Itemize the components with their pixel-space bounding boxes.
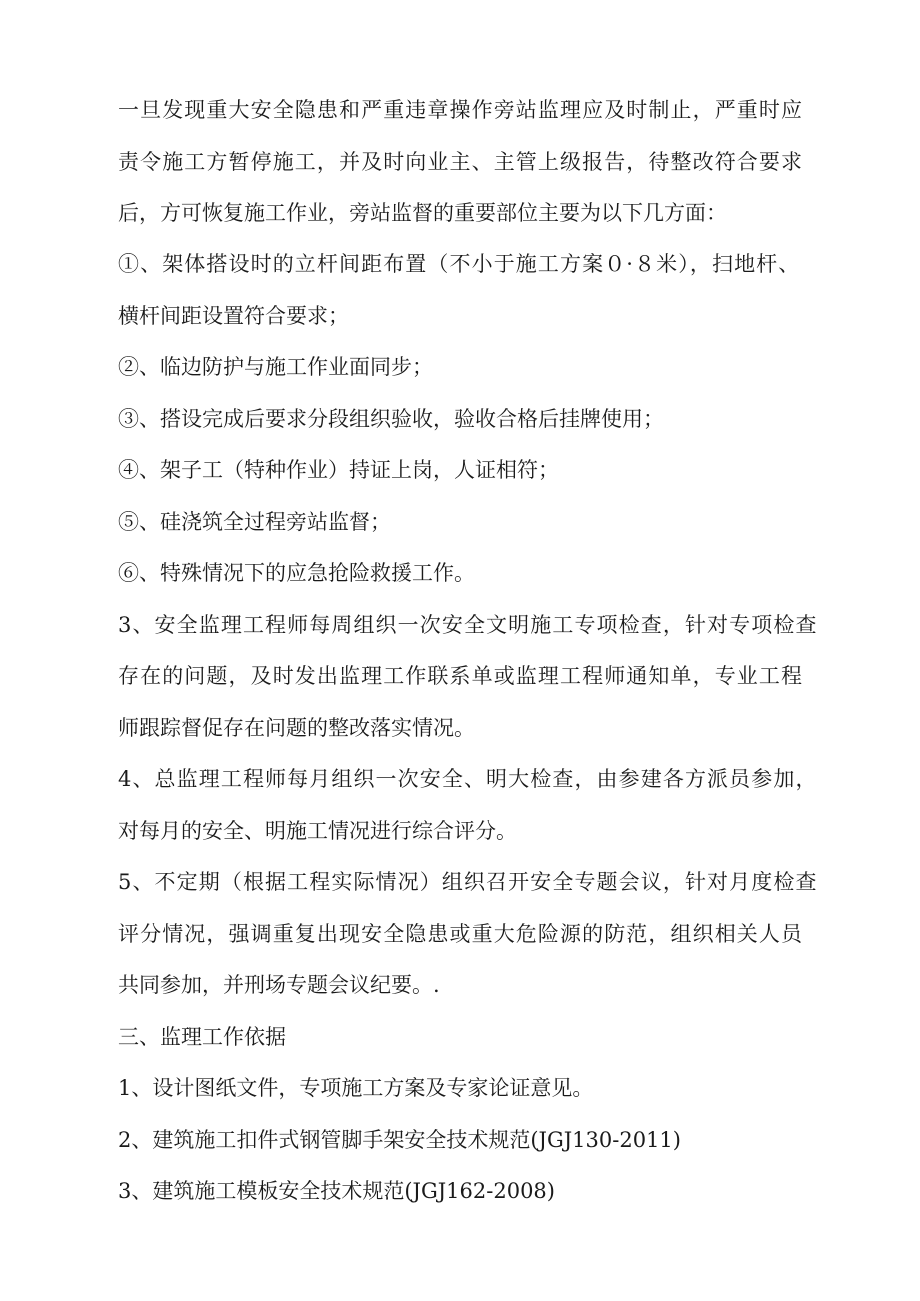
paragraph-line: 存在的问题，及时发出监理工作联系单或监理工程师通知单，专业工程 — [118, 664, 804, 688]
list-item-6: ⑥、特殊情况下的应急抢险救援工作。 — [118, 561, 475, 585]
list-item-2: ②、临边防护与施工作业面同步； — [118, 355, 433, 379]
paragraph-line: 对每月的安全、明施工情况进行综合评分。 — [118, 819, 517, 843]
list-item-1: ①、架体搭设时的立杆间距布置（不小于施工方案０·８米），扫地杆、 — [118, 252, 801, 276]
list-item-5: ⑤、硅浇筑全过程旁站监督； — [118, 510, 391, 534]
section-heading: 三、监理工作依据 — [118, 1025, 286, 1049]
paragraph-line: 评分情况，强调重复出现安全隐患或重大危险源的防范，组织相关人员 — [118, 922, 804, 946]
reference-item-2: 2、建筑施工扣件式钢管脚手架安全技术规范(JGJ130-2011) — [118, 1128, 681, 1152]
paragraph-line: 3、安全监理工程师每周组织一次安全文明施工专项检查，针对专项检查 — [118, 613, 818, 637]
reference-item-1: 1、设计图纸文件，专项施工方案及专家论证意见。 — [118, 1076, 594, 1100]
list-item-4: ④、架子工（特种作业）持证上岗，人证相符； — [118, 458, 559, 482]
list-item-3: ③、搭设完成后要求分段组织验收，验收合格后挂牌使用； — [118, 407, 664, 431]
paragraph-line: 横杆间距设置符合要求； — [118, 304, 349, 328]
paragraph-line: 4、总监理工程师每月组织一次安全、明大检查，由参建各方派员参加， — [118, 767, 818, 791]
paragraph-line: 共同参加，并刑场专题会议纪要。. — [118, 973, 440, 997]
paragraph-line: 后，方可恢复施工作业，旁站监督的重要部位主要为以下几方面： — [118, 201, 727, 225]
paragraph-line: 一旦发现重大安全隐患和严重违章操作旁站监理应及时制止，严重时应 — [118, 98, 804, 122]
paragraph-line: 师跟踪督促存在问题的整改落实情况。 — [118, 716, 475, 740]
paragraph-line: 5、不定期（根据工程实际情况）组织召开安全专题会议，针对月度检查 — [118, 870, 818, 894]
reference-item-3: 3、建筑施工模板安全技术规范(JGJ162-2008) — [118, 1179, 555, 1203]
paragraph-line: 责令施工方暂停施工，并及时向业主、主管上级报告，待整改符合要求 — [118, 150, 804, 174]
